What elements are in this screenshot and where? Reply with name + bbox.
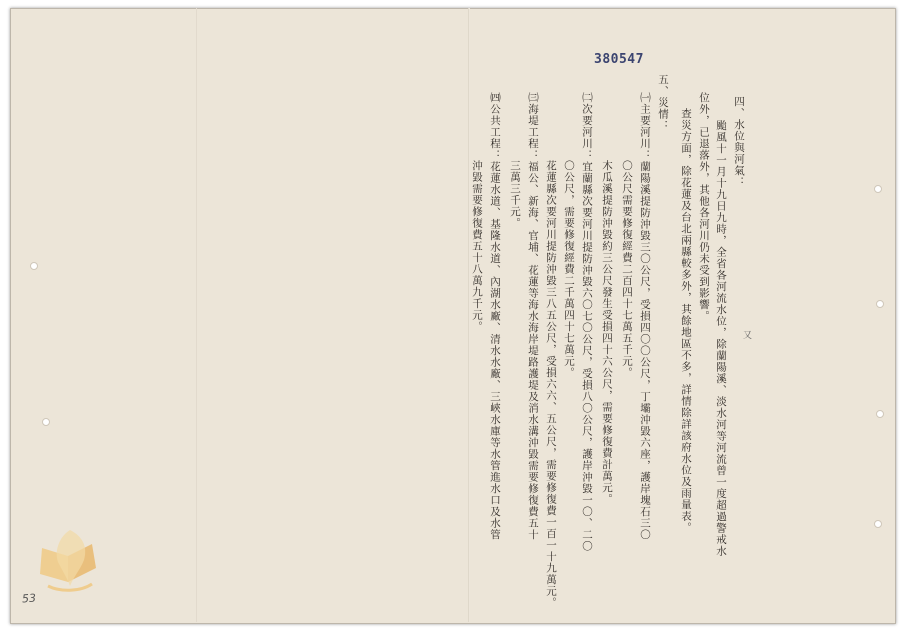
text-column-4: 查災方面，除花蓮及台北兩縣較多外，其餘地區不多，詳情除詳該府水位及雨量表。	[680, 108, 692, 534]
binding-hole-1	[30, 262, 38, 270]
text-column-14: ㈣公共工程：花蓮水道、基隆水道、內湖水廠、清水水廠、三峽水庫等水管進水口及水管	[489, 92, 501, 541]
serial-number-stamp: 380547	[594, 52, 644, 67]
text-column-7: 〇公尺需要修復經費二百四十七萬五千元。	[621, 160, 633, 379]
text-column-6: ㈠主要河川：蘭陽溪提防沖毀三〇公尺，受損四〇〇公尺，丁壩沖毀六座，護岸塊石三〇	[639, 92, 651, 541]
text-column-2: 颱風十一月十九日九時，全省各河流水位，除蘭陽溪、淡水河等河流曾一度超過警戒水	[715, 120, 727, 557]
text-column-13: 三萬三千元。	[509, 160, 521, 229]
text-column-10: 〇公尺，需要修復經費二千萬四十七萬元。	[563, 160, 575, 379]
text-column-11: 花蓮縣次要河川提防沖毀三八五公尺，受損六六、五公尺，需要修復費一百一十九萬元。	[545, 160, 557, 609]
text-column-3: 位外，已退落外，其他各河川仍未受到影響。	[698, 92, 710, 322]
text-column-8: 木瓜溪提防沖毀約三公尺發生受損四十六公尺，需要修復費計萬元。	[601, 160, 613, 505]
binding-hole-4	[876, 300, 884, 308]
binding-hole-5	[876, 410, 884, 418]
scanned-document-page	[10, 8, 896, 624]
binding-hole-3	[874, 185, 882, 193]
text-column-5: 五、災情：	[657, 74, 669, 132]
text-column-12: ㈢海堤工程：福公、新海、官埔、花蓮等海水海岸堤路護堤及消水溝沖毀需要修復費五十	[527, 92, 539, 541]
margin-mark: 又	[741, 330, 751, 339]
paper-fold-left	[196, 8, 197, 622]
archive-logo-icon	[30, 526, 110, 600]
binding-hole-6	[874, 520, 882, 528]
handwritten-page-number: 53	[21, 591, 37, 606]
text-column-9: ㈡次要河川：宜蘭縣次要河川提防沖毀六〇七〇公尺，受損八〇公尺，護岸沖毀一〇、二〇	[581, 92, 593, 552]
binding-hole-2	[42, 418, 50, 426]
text-column-15: 沖毀需要修復費五十八萬九千元。	[471, 160, 483, 333]
text-column-1: 四、水位與河氣：	[733, 96, 745, 188]
